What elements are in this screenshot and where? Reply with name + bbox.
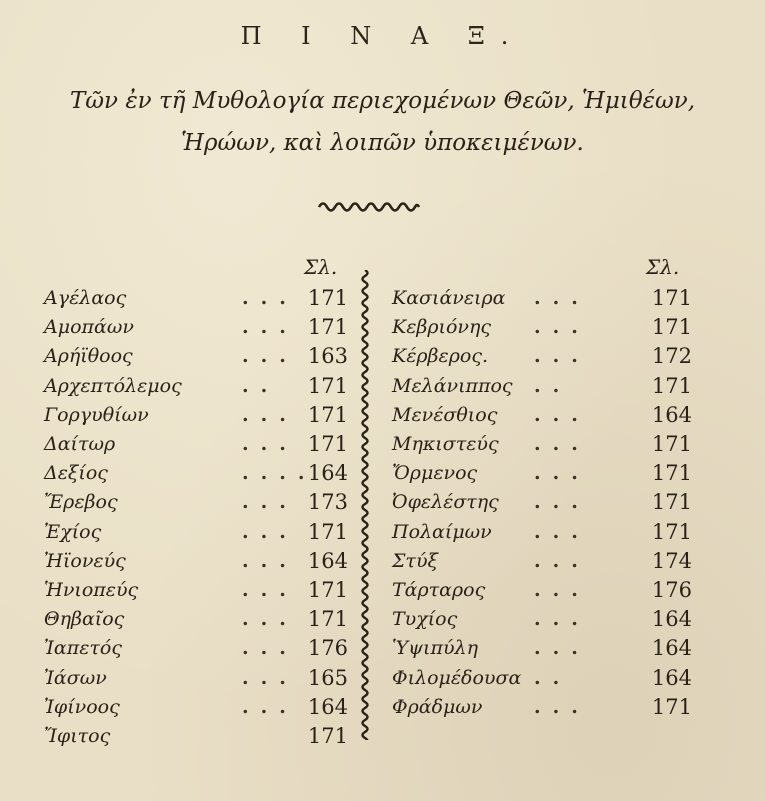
- entry-page-number: 171: [307, 432, 348, 456]
- index-entry: [392, 547, 694, 576]
- entry-page-number: 171: [651, 373, 692, 398]
- column-divider-rule: [358, 270, 372, 740]
- entry-leader-dots: ...: [534, 287, 590, 309]
- index-entry: [44, 313, 349, 342]
- entry-page-number: 171: [651, 286, 692, 310]
- entry-page-number: 176: [307, 636, 348, 661]
- index-entry: [392, 488, 694, 517]
- index-entry: [392, 634, 694, 663]
- entry-name: Κέρβερος.: [392, 345, 489, 368]
- entry-page-number: 171: [307, 724, 348, 748]
- entry-page-number: 173: [307, 490, 348, 515]
- entry-leader-dots: ...: [242, 433, 298, 455]
- entry-page-number: 171: [651, 461, 692, 486]
- index-entry: [44, 284, 349, 313]
- entry-name: Μηκιστεύς: [392, 433, 499, 455]
- entry-leader-dots: ...: [534, 608, 590, 631]
- entry-leader-dots: ...: [534, 462, 590, 485]
- entry-name: Φιλομέδουσα: [392, 666, 522, 689]
- entry-page-number: 164: [651, 607, 692, 632]
- index-entry: [392, 664, 694, 693]
- entry-page-number: 171: [651, 490, 692, 515]
- index-entry: [44, 430, 349, 459]
- entry-leader-dots: ...: [534, 549, 590, 572]
- index-entry: [44, 693, 349, 722]
- index-entry: [44, 401, 349, 430]
- entry-name: Ὀφελέστης: [392, 491, 499, 514]
- entry-name: Φράδμων: [392, 695, 483, 718]
- entry-page-number: 165: [307, 665, 348, 690]
- entry-leader-dots: ...: [242, 287, 298, 309]
- entry-leader-dots: ...: [242, 403, 298, 426]
- entry-leader-dots: ...: [242, 608, 298, 631]
- entry-page-number: 171: [307, 315, 348, 340]
- entry-page-number: 171: [307, 578, 348, 602]
- entry-page-number: 171: [651, 432, 692, 456]
- entry-page-number: 164: [651, 665, 692, 690]
- entry-leader-dots: ...: [534, 403, 590, 426]
- index-subtitle-line-1: Τῶν ἐν τῆ Μυθολογία περιεχομένων Θεῶν, Ἡμιθέων,: [69, 88, 696, 114]
- index-entry: [44, 459, 349, 488]
- index-entry: [44, 576, 349, 605]
- entry-leader-dots: ...: [534, 433, 590, 455]
- entry-leader-dots: ..: [534, 374, 572, 397]
- entry-name: Ἴφιτος: [44, 725, 111, 747]
- entry-page-number: 164: [307, 694, 348, 719]
- index-entry: [392, 284, 694, 313]
- index-entry: [392, 459, 694, 488]
- entry-page-number: 172: [651, 344, 692, 369]
- entry-name: Αρχεπτόλεμος: [44, 374, 182, 397]
- entry-name: Θηβαῖος: [44, 608, 125, 631]
- index-entry: [44, 372, 349, 401]
- entry-page-number: 171: [307, 286, 348, 310]
- index-entry: [44, 342, 349, 371]
- entry-name: Δεξίος: [44, 462, 108, 485]
- entry-name: Αρήϊθοος: [44, 345, 133, 368]
- entry-name: Τυχίος: [392, 608, 458, 631]
- index-entry: [392, 605, 694, 634]
- index-entry: [392, 430, 694, 459]
- index-entry: [44, 547, 349, 576]
- entry-name: Ὑψιπύλη: [392, 637, 478, 660]
- entry-name: Πολαίμων: [392, 520, 492, 543]
- entry-page-number: 164: [651, 402, 692, 427]
- entry-name: Ἰαπετός: [44, 637, 123, 660]
- entry-name: Αγέλαος: [44, 287, 127, 309]
- entry-leader-dots: ..: [242, 374, 280, 397]
- index-entry: [392, 401, 694, 430]
- entry-leader-dots: ...: [534, 695, 590, 718]
- entry-leader-dots: ...: [534, 520, 590, 543]
- entry-leader-dots: ...: [242, 345, 298, 368]
- index-entry: [392, 342, 694, 371]
- index-entry: [44, 518, 349, 547]
- entry-leader-dots: ...: [534, 345, 590, 368]
- entry-page-number: 164: [651, 636, 692, 661]
- entry-leader-dots: ...: [534, 579, 590, 601]
- entry-name: Ἰάσων: [44, 666, 107, 689]
- entry-name: Μενέσθιος: [392, 403, 498, 426]
- index-entry: [44, 634, 349, 663]
- entry-name: Γοργυθίων: [44, 403, 149, 426]
- index-entry: [44, 664, 349, 693]
- index-entry: [44, 488, 349, 517]
- entry-page-number: 171: [307, 373, 348, 398]
- index-entry: [44, 605, 349, 634]
- entry-page-number: 176: [651, 578, 692, 602]
- entry-leader-dots: ...: [534, 316, 590, 339]
- index-entry: [392, 372, 694, 401]
- entry-leader-dots: ...: [242, 520, 298, 543]
- entry-name: Ὄρμενος: [392, 462, 478, 485]
- entry-leader-dots: ...: [242, 491, 298, 514]
- entry-page-number: 174: [651, 548, 692, 573]
- entry-name: Ἔρεβος: [44, 491, 118, 514]
- entry-page-number: 171: [651, 694, 692, 719]
- entry-page-number: 163: [307, 344, 348, 369]
- entry-name: Δαίτωρ: [44, 433, 116, 455]
- entry-page-number: 171: [307, 519, 348, 544]
- entry-leader-dots: ..: [534, 666, 572, 689]
- entry-name: Ἐχίος: [44, 520, 102, 543]
- index-entry: [392, 693, 694, 722]
- index-entry: [392, 576, 694, 605]
- index-entry: [44, 722, 349, 751]
- entry-page-number: 171: [307, 607, 348, 632]
- entry-leader-dots: ....: [242, 462, 317, 485]
- entry-name: Μελάνιππος: [392, 374, 513, 397]
- entry-name: Τάρταρος: [392, 579, 486, 601]
- entry-name: Ἰφίνοος: [44, 695, 120, 718]
- entry-leader-dots: ...: [242, 666, 298, 689]
- ornament-divider: [317, 198, 421, 214]
- entry-leader-dots: ...: [242, 316, 298, 339]
- entry-name: Κασιάνειρα: [392, 287, 506, 309]
- index-subtitle-line-2: Ἡρώων, καὶ λοιπῶν ὑποκειμένων.: [181, 130, 584, 156]
- entry-name: Κεβριόνης: [392, 316, 492, 339]
- entry-name: Ἠϊονεύς: [44, 549, 126, 572]
- entry-name: Στύξ: [392, 549, 438, 572]
- index-entry: [392, 518, 694, 547]
- entry-page-number: 171: [651, 315, 692, 340]
- entry-leader-dots: ...: [242, 579, 298, 601]
- entry-leader-dots: ...: [534, 637, 590, 660]
- index-entry: [392, 313, 694, 342]
- entry-leader-dots: ...: [242, 549, 298, 572]
- entry-name: Ἡνιοπεύς: [44, 579, 139, 601]
- index-title: Π Ι Ν Α Ξ.: [240, 22, 525, 50]
- left-column-page-header: Σλ.: [304, 255, 338, 279]
- entry-page-number: 164: [307, 548, 348, 573]
- entry-leader-dots: ...: [534, 491, 590, 514]
- entry-leader-dots: ...: [242, 637, 298, 660]
- right-column-page-header: Σλ.: [646, 255, 680, 279]
- entry-page-number: 171: [651, 519, 692, 544]
- entry-name: Αμοπάων: [44, 316, 134, 339]
- entry-page-number: 171: [307, 402, 348, 427]
- entry-leader-dots: ...: [242, 695, 298, 718]
- entry-page-number: 164: [307, 461, 348, 486]
